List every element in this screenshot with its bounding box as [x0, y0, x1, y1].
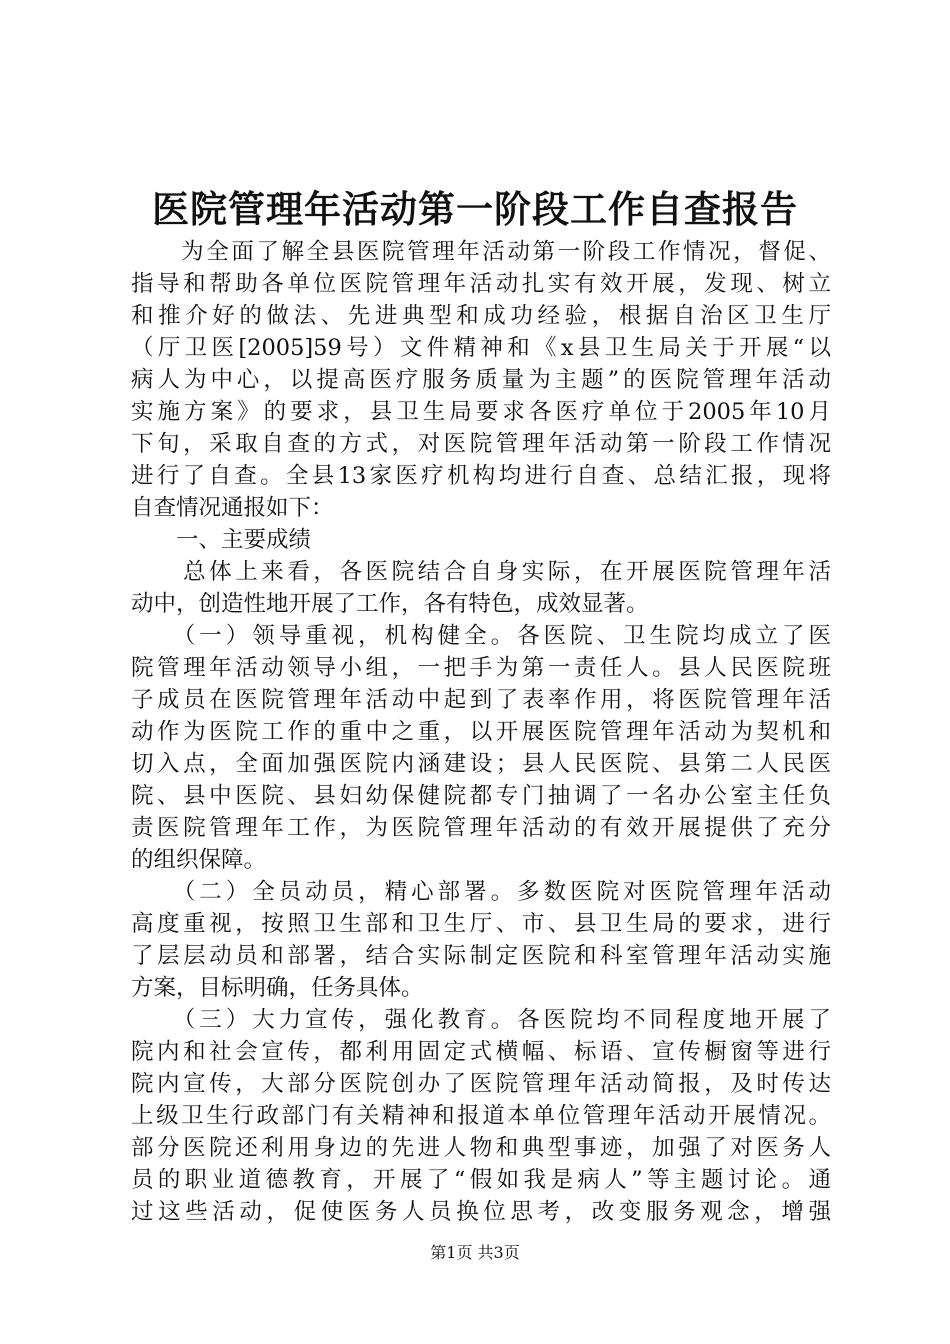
body-line: （三）大力宣传，强化教育。各医院均不同程度地开展了: [131, 1007, 831, 1033]
body-line: 院、县中医院、县妇幼保健院都专门抽调了一名办公室主任负: [131, 783, 831, 809]
body-line: 指导和帮助各单位医院管理年活动扎实有效开展，发现、树立: [131, 271, 831, 297]
body-line: 动中，创造性地开展了工作，各有特色，成效显著。: [131, 591, 649, 617]
body-line: 实施方案》的要求，县卫生局要求各医疗单位于2005年10月: [131, 399, 831, 425]
body-line: 切入点，全面加强医院内涵建设；县人民医院、县第二人民医: [131, 751, 831, 777]
body-line: 自查情况通报如下：: [131, 495, 334, 521]
body-line: 动作为医院工作的重中之重，以开展医院管理年活动为契机和: [131, 719, 831, 745]
body-line: 进行了自查。全县13家医疗机构均进行自查、总结汇报，现将: [131, 463, 831, 489]
body-line: 部分医院还利用身边的先进人物和典型事迹，加强了对医务人: [131, 1135, 831, 1161]
page-number-footer: 第1页 共3页: [430, 1243, 520, 1262]
body-line: 总体上来看，各医院结合自身实际，在开展医院管理年活: [131, 559, 831, 585]
body-line: 过这些活动，促使医务人员换位思考，改变服务观念，增强: [131, 1199, 831, 1225]
body-line: 为全面了解全县医院管理年活动第一阶段工作情况，督促、: [131, 239, 831, 265]
body-line: 了层层动员和部署，结合实际制定医院和科室管理年活动实施: [131, 943, 831, 969]
body-line: 下旬，采取自查的方式，对医院管理年活动第一阶段工作情况: [131, 431, 831, 457]
body-line: （一）领导重视，机构健全。各医院、卫生院均成立了医: [131, 623, 831, 649]
body-line: 院内宣传，大部分医院创办了医院管理年活动简报，及时传达: [131, 1071, 831, 1097]
document-title: 医院管理年活动第一阶段工作自查报告: [152, 187, 798, 231]
body-line: 员的职业道德教育，开展了“假如我是病人”等主题讨论。通: [131, 1167, 831, 1193]
body-line: （二）全员动员，精心部署。多数医院对医院管理年活动: [131, 879, 831, 905]
body-line: 院内和社会宣传，都利用固定式横幅、标语、宣传橱窗等进行: [131, 1039, 831, 1065]
body-line: 和推介好的做法、先进典型和成功经验，根据自治区卫生厅: [131, 303, 831, 329]
body-line: （厅卫医[2005]59号）文件精神和《x县卫生局关于开展“以: [131, 335, 831, 361]
body-line: 上级卫生行政部门有关精神和报道本单位管理年活动开展情况。: [131, 1103, 831, 1129]
body-line: 的组织保障。: [131, 847, 267, 873]
body-line: 子成员在医院管理年活动中起到了表率作用，将医院管理年活: [131, 687, 831, 713]
document-body: [131, 236, 831, 1228]
body-line: 高度重视，按照卫生部和卫生厅、市、县卫生局的要求，进行: [131, 911, 831, 937]
body-line: 院管理年活动领导小组，一把手为第一责任人。县人民医院班: [131, 655, 831, 681]
section-heading: 一、主要成绩: [131, 527, 312, 553]
body-line: 责医院管理年工作，为医院管理年活动的有效开展提供了充分: [131, 815, 831, 841]
body-line: 方案，目标明确，任务具体。: [131, 975, 424, 1001]
body-line: 病人为中心，以提高医疗服务质量为主题”的医院管理年活动: [131, 367, 831, 393]
